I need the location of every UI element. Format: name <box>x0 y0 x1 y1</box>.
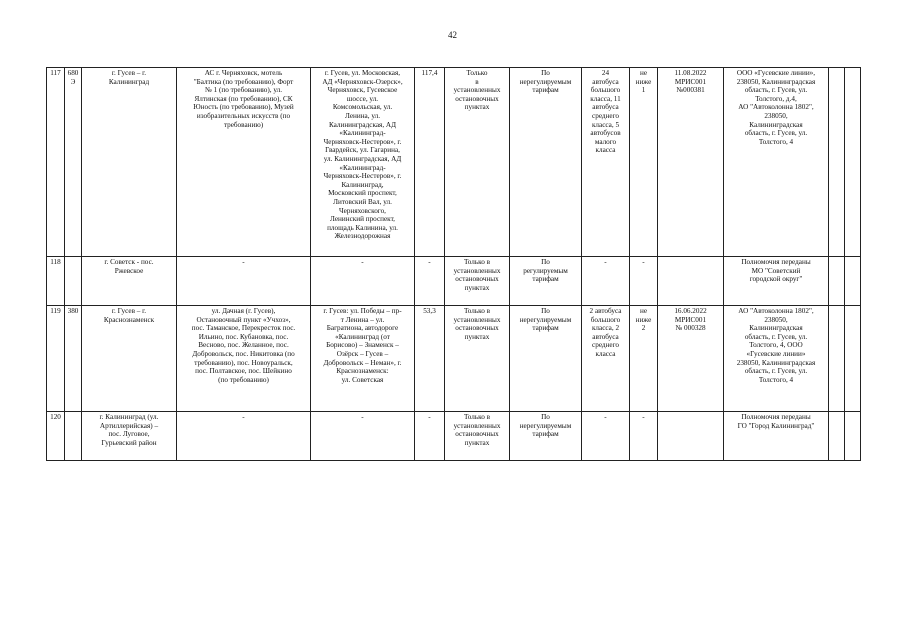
cell-registration-date <box>658 412 724 461</box>
table-row <box>47 257 861 306</box>
cell-registry-number: 380 <box>65 306 82 412</box>
cell-route-name: г. Калининград (ул. Артиллерийская) – пос. Луговое, Гурьевский район <box>82 412 177 461</box>
cell-tariff-type: По нерегулируемым тарифам <box>510 306 582 412</box>
cell-vehicle-count: - <box>582 412 630 461</box>
table-row <box>47 412 861 461</box>
cell-intermediate-stops: - <box>177 412 311 461</box>
cell-route-number: 117 <box>47 68 65 257</box>
cell-eco-class: не ниже 2 <box>630 306 658 412</box>
cell-registry-number <box>65 257 82 306</box>
cell-route-number: 118 <box>47 257 65 306</box>
cell-eco-class: - <box>630 412 658 461</box>
cell-registration-date <box>658 257 724 306</box>
cell-tariff-type: По регулируемым тарифам <box>510 257 582 306</box>
cell-registry-number: 680 Э <box>65 68 82 257</box>
cell-route-length: - <box>415 412 445 461</box>
cell-route-length: 117,4 <box>415 68 445 257</box>
cell-eco-class: - <box>630 257 658 306</box>
cell-eco-class: не ниже 1 <box>630 68 658 257</box>
cell-registration-date: 16.06.2022 МРИС001 № 000328 <box>658 306 724 412</box>
cell-carrier: Полномочия переданы МО "Советский городской округ" <box>724 257 829 306</box>
cell-boarding-order: Только в установленных остановочных пунктах <box>445 68 510 257</box>
cell-route-name: г. Гусев – г. Калининград <box>82 68 177 257</box>
cell-empty <box>829 306 845 412</box>
cell-route-number: 119 <box>47 306 65 412</box>
cell-registry-number <box>65 412 82 461</box>
cell-route-number: 120 <box>47 412 65 461</box>
cell-route-streets: - <box>311 257 415 306</box>
table-row <box>47 306 861 412</box>
cell-empty <box>845 412 861 461</box>
cell-tariff-type: По нерегулируемым тарифам <box>510 68 582 257</box>
cell-vehicle-count: - <box>582 257 630 306</box>
cell-route-length: 53,3 <box>415 306 445 412</box>
cell-empty <box>829 412 845 461</box>
cell-vehicle-count: 24 автобуса большого класса, 11 автобуса среднего класса, 5 автобусов малого класса <box>582 68 630 257</box>
cell-route-length: - <box>415 257 445 306</box>
cell-empty <box>829 68 845 257</box>
cell-route-name: г. Гусев – г. Краснознаменск <box>82 306 177 412</box>
table-body <box>47 68 861 461</box>
cell-empty <box>829 257 845 306</box>
cell-boarding-order: Только в установленных остановочных пунктах <box>445 306 510 412</box>
cell-vehicle-count: 2 автобуса большого класса, 2 автобуса среднего класса <box>582 306 630 412</box>
cell-carrier: Полномочия переданы ГО "Город Калининград" <box>724 412 829 461</box>
page-number: 42 <box>448 30 457 40</box>
cell-carrier: ООО «Гусевские линии», 238050, Калининградская область, г. Гусев, ул. Толстого, д.4, АО "Автоколонна 1802", 238050, Калининградская область, г. Гусев, ул. Толстого, 4 <box>724 68 829 257</box>
cell-intermediate-stops: АС г. Черняховск, мотель "Балтика (по требованию), Форт № 1 (по требованию), ул. Ялтинская (по требованию), СК Юность (по требованию), Музей изобразительных искусств (по требованию) <box>177 68 311 257</box>
cell-carrier: АО "Автоколонна 1802", 238050, Калининградская область, г. Гусев, ул. Толстого, 4, ООО «Гусевские линии» 238050, Калининградская область, г. Гусев, ул. Толстого, 4 <box>724 306 829 412</box>
cell-intermediate-stops: - <box>177 257 311 306</box>
cell-route-streets: г. Гусев, ул. Московская, АД «Черняховск-Озерск», Черняховск, Гусевское шоссе, ул. Комсомольская, ул. Ленина, ул. Калининградская, АД «Калининград- Черняховск-Нестеров», г. Гвардейск, ул. Гагарина, ул. Калининградская, АД «Калининград- Черняховск-Нестеров», г. Калининград, Московский проспект, Литовский Вал, ул. Черняховского, Ленинский проспект, площадь Калинина, ул. Железнодорожная <box>311 68 415 257</box>
cell-intermediate-stops: ул. Дачная (г. Гусев), Остановочный пункт «Учхоз», пос. Таманское, Перекресток пос. Ильино, пос. Кубановка, пос. Весново, пос. Желанное, пос. Добровольск, пос. Никитовка (по требованию), пос. Новоуральск, пос. Полтавское, пос. Шейкино (по требованию) <box>177 306 311 412</box>
cell-empty <box>845 68 861 257</box>
cell-boarding-order: Только в установленных остановочных пунктах <box>445 412 510 461</box>
cell-route-streets: г. Гусев: ул. Победы – пр- т Ленина – ул. Багратиона, автодороге «Калининград (от Борисово) – Знаменск – Озёрск – Гусев – Добровольск – Неман», г. Краснознаменск: ул. Советская <box>311 306 415 412</box>
cell-boarding-order: Только в установленных остановочных пунктах <box>445 257 510 306</box>
cell-route-name: г. Советск - пос. Ржевское <box>82 257 177 306</box>
cell-route-streets: - <box>311 412 415 461</box>
table-row <box>47 68 861 257</box>
cell-tariff-type: По нерегулируемым тарифам <box>510 412 582 461</box>
cell-empty <box>845 257 861 306</box>
cell-registration-date: 11.08.2022 МРИС001 №000381 <box>658 68 724 257</box>
cell-empty <box>845 306 861 412</box>
routes-table <box>46 67 861 461</box>
